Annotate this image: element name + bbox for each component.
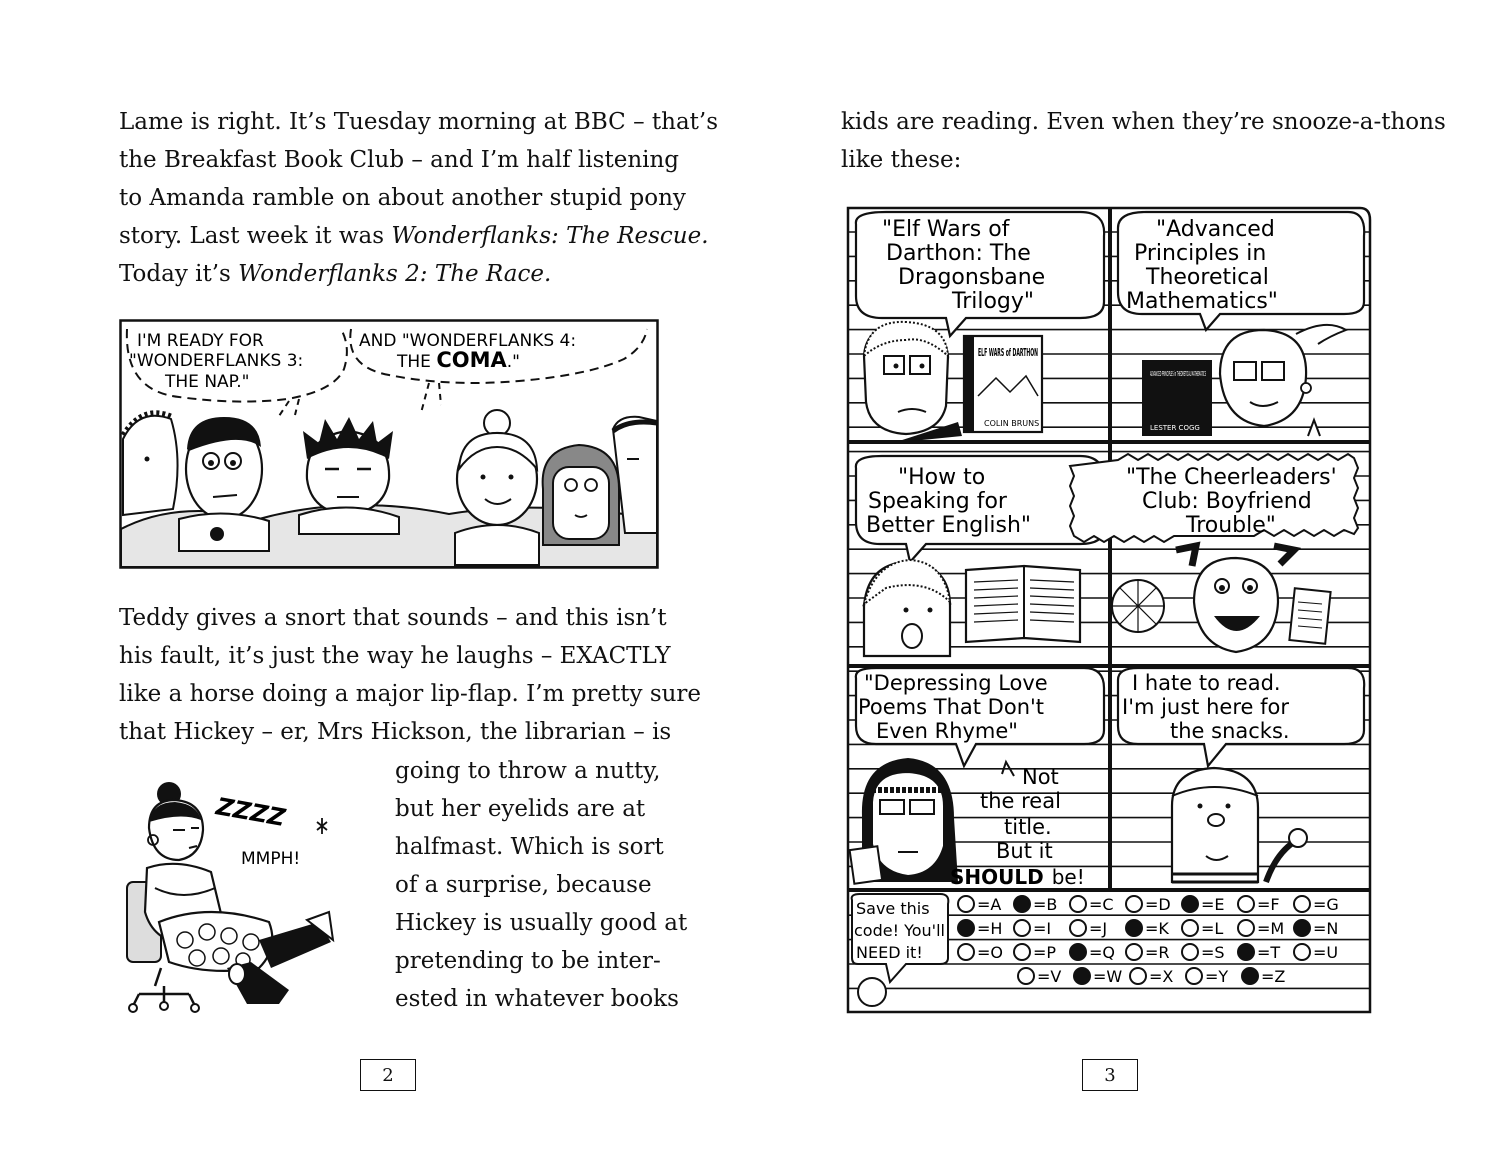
book-cover-author: COLIN BRUNS [984, 419, 1040, 428]
bubble-text-span: ." [506, 352, 520, 372]
text-line: Teddy gives a snort that sounds – and this isn’t [119, 605, 667, 631]
speech-line: "How to [898, 465, 986, 490]
speech-line: "The Cheerleaders' [1126, 465, 1337, 490]
code-letter-label: =X [1149, 967, 1174, 986]
code-letter-label: =I [1033, 919, 1052, 938]
code-symbol-icon [1074, 968, 1090, 984]
speech-line: I hate to read. [1132, 671, 1281, 695]
bubble-text-span: THE [397, 352, 437, 372]
code-letter-label: =O [977, 943, 1003, 962]
cell-hate-to-read [1118, 668, 1364, 882]
text-line: kids are reading. Even when they’re snooze-a-thons [841, 109, 1446, 135]
notebook-page-illustration [846, 206, 1374, 1014]
code-letter-label: =J [1089, 919, 1108, 938]
speech-line: Dragonsbane [898, 265, 1046, 290]
book-cover-author: LESTER COGG [1150, 424, 1200, 432]
speech-line: Mathematics" [1126, 289, 1278, 314]
code-symbol-icon [1070, 944, 1086, 960]
cell-how-to-speaking [856, 456, 1104, 656]
speech-line: Principles in [1134, 241, 1267, 266]
code-symbol-icon [1242, 968, 1258, 984]
side-note-line [950, 865, 1085, 889]
side-note-line: But it [996, 839, 1053, 863]
text-line: like a horse doing a major lip-flap. I’m pretty sure [119, 681, 702, 707]
code-note-line: code! You'll [854, 921, 945, 940]
code-letter-label: =M [1257, 919, 1285, 938]
code-letter-label: =Z [1261, 967, 1286, 986]
snore-text: ZZZZ [213, 792, 288, 832]
text-line: his fault, it’s just the way he laughs – EXACTLY [119, 643, 671, 669]
code-letter-label: =U [1313, 943, 1339, 962]
code-letter-label: =K [1145, 919, 1169, 938]
cell-depressing-love-poems [850, 668, 1104, 889]
code-symbol-icon [1014, 944, 1030, 960]
kid-bob-hair [543, 445, 619, 545]
code-letter-label: =S [1201, 943, 1225, 962]
code-symbol-icon [1126, 920, 1142, 936]
speech-line: I'm just here for [1122, 695, 1289, 719]
text-line: to Amanda ramble on about another stupid pony [119, 185, 686, 211]
bubble-line: I'M READY FOR [137, 331, 264, 351]
speech-line: Theoretical [1146, 265, 1269, 290]
side-note-line: title. [1004, 815, 1052, 839]
code-letter-label: =Y [1205, 967, 1229, 986]
code-symbol-icon [958, 944, 974, 960]
text-line: pretending to be inter- [395, 948, 661, 974]
code-letter-label: =V [1037, 967, 1062, 986]
code-symbol-icon [1294, 896, 1310, 912]
code-symbol-icon [958, 920, 974, 936]
side-note-line: Not [1022, 765, 1059, 789]
text-line [119, 217, 709, 255]
text-line: of a surprise, because [395, 872, 652, 898]
book-title-emphasis: Wonderflanks: The Rescue. [391, 223, 709, 249]
code-symbol-icon [958, 896, 974, 912]
code-symbol-icon [1070, 920, 1086, 936]
side-note-bold: SHOULD [950, 865, 1044, 889]
code-symbol-icon [1130, 968, 1146, 984]
speech-line: Trouble" [1186, 513, 1276, 538]
book-title-emphasis: Wonderflanks 2: The Race. [238, 261, 552, 287]
speech-line: Darthon: The [886, 241, 1031, 266]
bubble-line: AND "WONDERFLANKS 4: [359, 331, 577, 351]
text-span: Today it’s [119, 261, 239, 287]
text-line [119, 255, 659, 293]
book-cover-title: ELF WARS of DARTHON [978, 346, 1038, 359]
code-symbol-icon [1294, 944, 1310, 960]
code-symbol-icon [1182, 920, 1198, 936]
comic-panel-bbc [119, 319, 659, 569]
code-symbol-icon [1182, 896, 1198, 912]
code-symbol-icon [1238, 896, 1254, 912]
code-letter-label: =D [1145, 895, 1171, 914]
bubble-bold-word: COMA [436, 348, 507, 372]
sleeping-librarian-illustration [119, 772, 364, 1014]
speech-line: "Elf Wars of [882, 217, 1010, 242]
code-letter-label: =F [1257, 895, 1280, 914]
code-symbol-icon [1014, 896, 1030, 912]
speech-line: Trilogy" [952, 289, 1035, 314]
code-letter-label: =E [1201, 895, 1225, 914]
mmph-text: MMPH! [241, 849, 301, 869]
code-symbol-icon [1294, 920, 1310, 936]
cell-elf-wars [856, 212, 1104, 442]
bubble-line [396, 348, 520, 372]
right-page [750, 0, 1500, 1151]
code-symbol-icon [1070, 896, 1086, 912]
code-letter-label: =G [1313, 895, 1339, 914]
text-line: Lame is right. It’s Tuesday morning at BBC – that’s [119, 109, 719, 135]
code-symbol-icon [1182, 944, 1198, 960]
speech-line: Even Rhyme" [876, 719, 1018, 743]
code-note-line: Save this [856, 899, 930, 918]
text-line: ested in whatever books [395, 986, 679, 1012]
kid-curly-hair [123, 413, 178, 515]
text-line: going to throw a nutty, [395, 758, 661, 784]
paragraph-intro [841, 103, 1446, 179]
code-letter-label: =C [1089, 895, 1114, 914]
speech-line: Better English" [866, 513, 1032, 538]
code-symbol-icon [1238, 920, 1254, 936]
kid-wide-eyes [179, 417, 269, 551]
text-line: Hickey is usually good at [395, 910, 688, 936]
code-letter-label: =W [1093, 967, 1123, 986]
side-note-span: be! [1051, 865, 1085, 889]
code-letter-label: =H [977, 919, 1003, 938]
paragraph-opening [119, 103, 719, 293]
text-span: story. Last week it was [119, 223, 392, 249]
speech-line: "Advanced [1156, 217, 1275, 242]
text-line: like these: [841, 147, 962, 173]
code-letter-label: =P [1033, 943, 1057, 962]
bubble-line: "WONDERFLANKS 3: [129, 351, 304, 371]
code-letter-label: =N [1313, 919, 1339, 938]
text-line: the Breakfast Book Club – and I’m half listening [119, 147, 680, 173]
code-letter-label: =R [1145, 943, 1170, 962]
side-note-line: the real [980, 789, 1061, 813]
code-symbol-icon [1186, 968, 1202, 984]
speech-line: "Depressing Love [864, 671, 1048, 695]
code-symbols [958, 895, 1339, 986]
code-symbol-icon [1238, 944, 1254, 960]
text-line: but her eyelids are at [395, 796, 646, 822]
book-cover-title: ADVANCED PRINCIPLES in THEORETICAL MATHEMATICS [1150, 370, 1207, 378]
text-line: halfmast. Which is sort [395, 834, 664, 860]
text-line: that Hickey – er, Mrs Hickson, the librarian – is [119, 719, 672, 745]
speech-line: the snacks. [1170, 719, 1290, 743]
code-symbol-icon [1018, 968, 1034, 984]
code-letter-label: =L [1201, 919, 1224, 938]
code-letter-label: =A [977, 895, 1002, 914]
code-symbol-icon [1014, 920, 1030, 936]
page-number: 3 [1082, 1059, 1138, 1091]
speech-line: Club: Boyfriend [1142, 489, 1312, 514]
paragraph-hickey [395, 752, 688, 1018]
paragraph-teddy [119, 599, 702, 751]
code-note-line: NEED it! [856, 943, 923, 962]
speech-line: Poems That Don't [858, 695, 1045, 719]
page-number: 2 [360, 1059, 416, 1091]
code-symbol-icon [1126, 944, 1142, 960]
speech-line: Speaking for [868, 489, 1007, 514]
code-letter-label: =Q [1089, 943, 1115, 962]
code-letter-label: =T [1257, 943, 1281, 962]
code-symbol-icon [1126, 896, 1142, 912]
bubble-line: THE NAP." [165, 372, 250, 392]
code-letter-label: =B [1033, 895, 1058, 914]
